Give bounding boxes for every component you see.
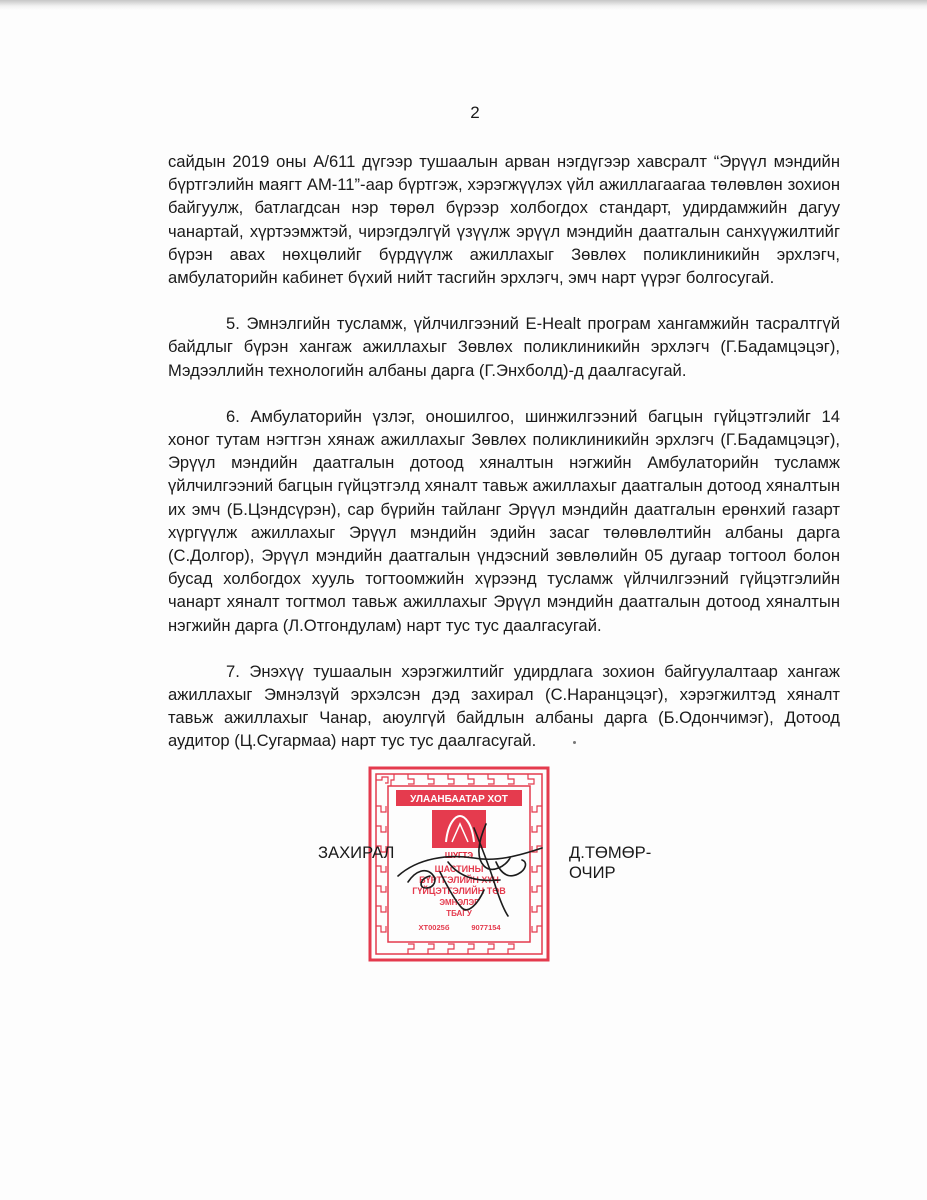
stamp-reg-right: 9077154 — [471, 923, 501, 932]
document-body — [168, 150, 840, 776]
ink-dot — [573, 741, 576, 744]
paragraph-continuation: сайдын 2019 оны А/611 дүгээр тушаалын арван нэгдүгээр хавсралт “Эрүүл мэндийн бүртгэлийн маягт АМ-11”-аар бүртгэж, хэрэгжүүлэх үйл ажиллагаагаа төлөвлөн зохион байгуулж, батлагдсан нэр төрөл бүрээр холбогдох стандарт, удирдамжийн дагуу чанартай, хүртээмжтэй, чирэгдэлгүй үзүүлж эрүүл мэндийн даатгалын санхүүжилтийг бүрэн авах нөхцөлийг бүрдүүлж ажиллахыг Зөвлөх поликлиникийн эрхлэгч, амбулаторийн кабинет бүхий нийт тасгийн эрхлэгч, эмч нарт үүрэг болгосугай. — [168, 152, 840, 288]
stamp-line-4: ЭМНЭЛЭГ — [439, 898, 479, 907]
paragraph-item-6: 6. Амбулаторийн үзлэг, оношилгоо, шинжилгээний багцын гүйцэтгэлийг 14 хоног тутам нэгтгэн хянаж ажиллахыг Зөвлөх поликлиникийн эрхлэгч (Г.Бадамцэцэг), Эрүүл мэндийн даатгалын дотоод хяналтын нэгжийн Амбулаторийн тусламж үйлчилгээний багцын гүйцэтгэлд хяналт тавьж ажиллахыг даатгалын дотоод хяналтын их эмч (Б.Цэндсүрэн), сар бүрийн тайланг Эрүүл мэндийн даатгалын ерөнхий газарт хүргүүлж ажиллахыг Эрүүл мэндийн эдийн засаг төлөвлөлтийн албаны дарга (С.Долгор), Эрүүл мэндийн даатгалын үндэсний зөвлөлийн 05 дугаар тогтоол болон бусад холбогдох хууль тогтоомжийн хүрээнд тусламж үйлчилгээний гүйцэтгэлийн чанарт хяналт тогтмол тавьж ажиллахыг Эрүүл мэндийн даатгалын дотоод хяналтын нэгжийн дарга (Л.Отгондулам) нарт тус тус даалгасугай. — [168, 406, 840, 635]
stamp-line-3: ГҮЙЦЭТГЭЛИЙН ТӨВ — [412, 886, 506, 896]
signatory-name: Д.ТӨМӨР-ОЧИР — [569, 843, 652, 882]
signatory-title: ЗАХИРАЛ — [318, 843, 395, 862]
page-number: 2 — [470, 103, 480, 122]
scan-edge-shadow — [0, 0, 927, 10]
paragraph-item-5: 5. Эмнэлгийн тусламж, үйлчилгээний E-Healt програм хангамжийн тасралтгүй байдлыг бүрэн хангаж ажиллахыг Зөвлөх поликлиникийн эрхлэгч (Г.Бадамцэцэг), Мэдээллийн технологийн албаны дарга (Г.Энхболд)-д даалгасугай. — [168, 314, 840, 380]
stamp-city-text: УЛААНБААТАР ХОТ — [410, 794, 508, 805]
stamp-line-5: ТБАГУ — [446, 909, 472, 918]
stamp-logo-text: ШУГТЭ — [444, 851, 474, 860]
stamp-reg-left: ХТ0025б — [418, 923, 450, 932]
stamp-line-1: ШАСТИНЫ — [434, 864, 484, 874]
paragraph-item-7: 7. Энэхүү тушаалын хэрэгжилтийг удирдлага зохион байгуулалтаар хангаж ажиллахыг Эмнэлзүй эрхэлсэн дэд захирал (С.Наранцэцэг), хэрэгжилтэд хяналт тавьж ажиллахыг Чанар, аюулгүй байдлын албаны дарга (Б.Одончимэг), Дотоод аудитор (Ц.Сугармаа) нарт тус тус даалгасугай. — [168, 661, 840, 751]
stamp-line-2: БҮРТГЭЛИЙН ХҮН — [419, 875, 499, 885]
